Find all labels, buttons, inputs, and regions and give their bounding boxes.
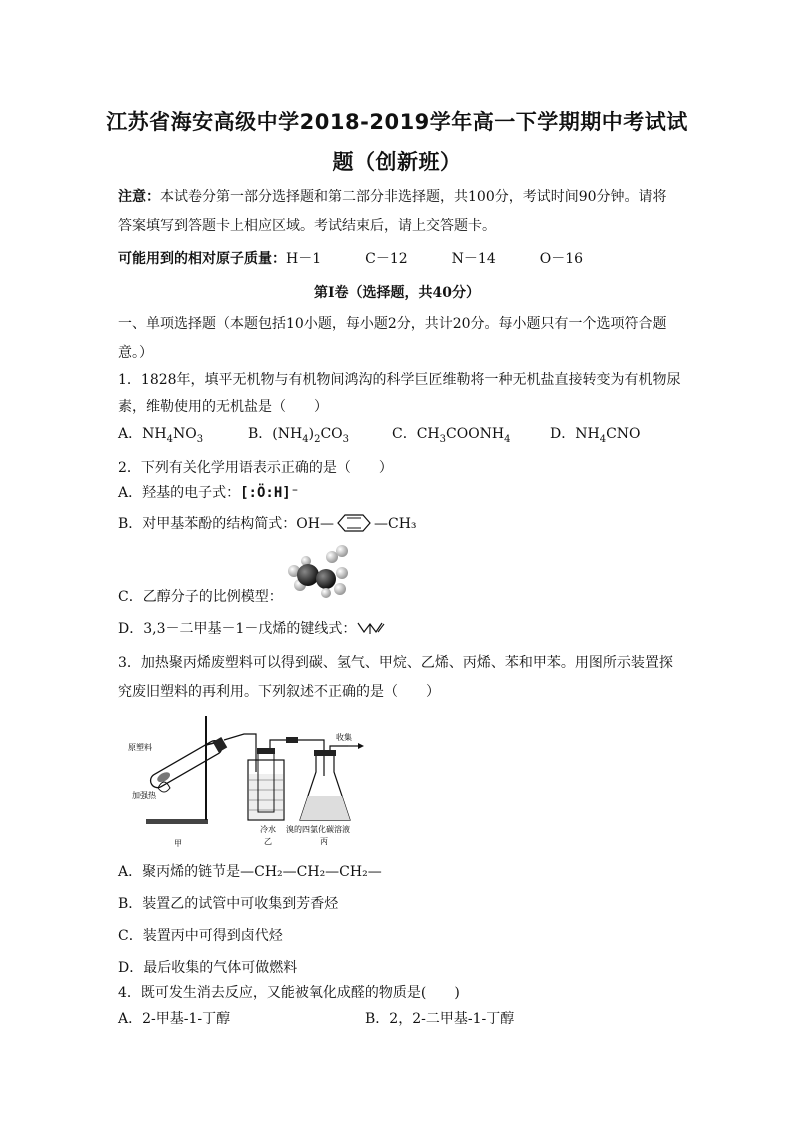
exam-title-line2: 题（创新班） bbox=[332, 150, 462, 174]
part1-line1: 一、单项选择题（本题包括10小题，每小题2分，共计20分。每小题只有一个选项符合题 bbox=[118, 316, 667, 332]
label-cold-water: 冷水 bbox=[260, 825, 276, 834]
q1-option-d: D．$NH_4CNO$ bbox=[550, 426, 641, 445]
atomic-mass-line bbox=[118, 248, 583, 268]
b-formula-left: OH— bbox=[296, 516, 334, 532]
benzene-ring-icon bbox=[334, 514, 374, 532]
q1-option-a: A．$NH_4NO_3$ bbox=[118, 426, 204, 445]
hydroxyl-electron-formula: [:Ö:H]⁻ bbox=[240, 485, 300, 501]
q2-stem: 2．下列有关化学用语表示正确的是（ ） bbox=[118, 460, 393, 476]
mass-h: H－1 bbox=[286, 251, 322, 267]
q4-option-b: B．2，2-二甲基-1-丁醇 bbox=[365, 1011, 515, 1027]
q2-option-b: B．对甲基苯酚的结构简式：OH— —CH₃ bbox=[118, 516, 417, 532]
notice-text1: 本试卷分第一部分选择题和第二部分非选择题，共100分，考试时间90分钟。请将 bbox=[160, 189, 667, 205]
notice-line1 bbox=[118, 186, 667, 206]
ethanol-model-icon bbox=[280, 541, 360, 607]
notice-label: 注意： bbox=[118, 189, 160, 205]
atomic-mass-label: 可能用到的相对原子质量： bbox=[118, 251, 286, 267]
stand-base bbox=[146, 819, 208, 824]
q3-option-c: C．装置丙中可得到卤代烃 bbox=[118, 928, 283, 944]
part1-line2: 意。） bbox=[118, 345, 153, 361]
q2-option-c: C．乙醇分子的比例模型： bbox=[118, 589, 283, 605]
q3-stem-line2: 究废旧塑料的再利用。下列叙述不正确的是（ ） bbox=[118, 684, 440, 700]
mass-o: O－16 bbox=[539, 251, 584, 267]
q1-option-b: B．$(NH_4)_2CO_3$ bbox=[248, 426, 350, 445]
mass-c: C－12 bbox=[365, 251, 408, 267]
q3-option-a: A．聚丙烯的链节是—CH₂—CH₂—CH₂— bbox=[118, 864, 382, 880]
q2-option-a: A．羟基的电子式：[:Ö:H]⁻ bbox=[118, 485, 300, 501]
q4-option-a: A．2-甲基-1-丁醇 bbox=[118, 1011, 231, 1027]
q2-option-d: D．3,3－二甲基－1－戊烯的键线式： bbox=[118, 618, 386, 638]
q1-stem-line1: 1．1828年，填平无机物与有机物间鸿沟的科学巨匠维勒将一种无机盐直接转变为有机物尿 bbox=[118, 372, 681, 388]
q4-stem: 4．既可发生消去反应，又能被氧化成醛的物质是( ) bbox=[118, 985, 460, 1001]
bond-line-formula-icon bbox=[356, 620, 386, 636]
q1-option-c: C．$CH_3COONH_4$ bbox=[392, 426, 511, 445]
label-bromine-solution: 溴的四氯化碳溶液 bbox=[286, 825, 350, 834]
notice-line2: 答案填写到答题卡上相应区域。考试结束后，请上交答题卡。 bbox=[118, 218, 496, 234]
label-collect: 收集 bbox=[336, 733, 352, 742]
label-yi: 乙 bbox=[264, 837, 272, 846]
b-formula-right: —CH₃ bbox=[373, 516, 417, 532]
q1-stem-line2: 素，维勒使用的无机盐是（ ） bbox=[118, 399, 328, 415]
mass-n: N－14 bbox=[451, 251, 496, 267]
q3-stem-line1: 3．加热聚丙烯废塑料可以得到碳、氢气、甲烷、乙烯、丙烯、苯和甲苯。用图所示装置探 bbox=[118, 655, 673, 671]
exam-title-line1: 江苏省海安高级中学2018-2019学年高一下学期期中考试试 bbox=[106, 110, 688, 134]
label-jia: 甲 bbox=[174, 839, 182, 848]
label-raw-plastic: 原塑料 bbox=[128, 743, 152, 752]
section-heading: 第Ⅰ卷（选择题，共40分） bbox=[313, 285, 481, 301]
label-strong-heat: 加强热 bbox=[132, 791, 156, 800]
apparatus-diagram bbox=[118, 710, 393, 852]
q3-option-d: D．最后收集的气体可做燃料 bbox=[118, 960, 298, 976]
q3-option-b: B．装置乙的试管中可收集到芳香烃 bbox=[118, 896, 339, 912]
label-bing: 丙 bbox=[320, 837, 328, 846]
